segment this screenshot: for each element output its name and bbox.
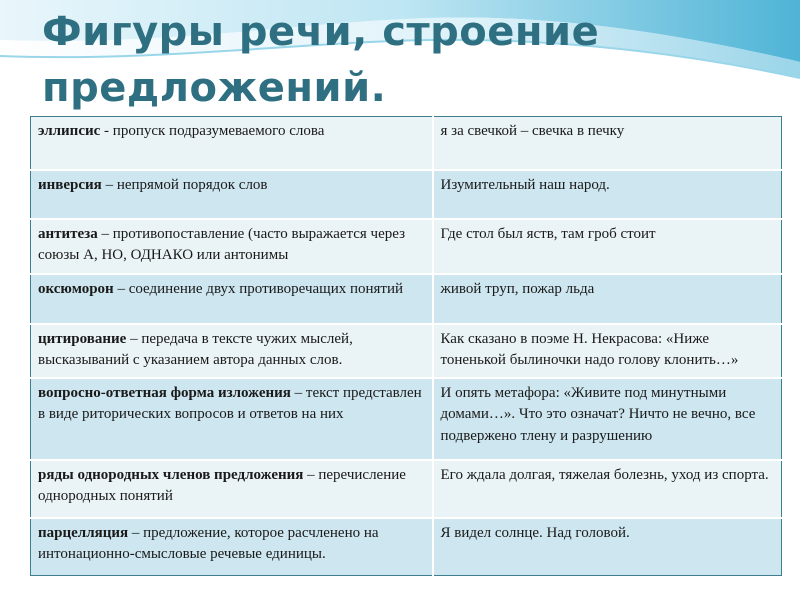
table-row	[31, 324, 782, 378]
definition-cell	[31, 274, 433, 324]
table-row	[31, 518, 782, 576]
term: ряды однородных членов предложения	[38, 466, 304, 483]
table-row	[31, 378, 782, 460]
term: цитирование	[38, 330, 127, 347]
example-cell: Изумительный наш народ.	[433, 170, 782, 219]
term: антитеза	[38, 225, 98, 242]
table-row	[31, 117, 782, 170]
definition-cell	[31, 460, 433, 518]
example-cell: Где стол был яств, там гроб стоит	[433, 219, 782, 274]
definition: - пропуск подразумеваемого слова	[100, 123, 325, 139]
term: инверсия	[38, 176, 102, 193]
definition: – текст представлен в виде риторических вопросов и ответов на них	[38, 384, 422, 422]
definition-cell	[31, 324, 433, 378]
figures-of-speech-table	[30, 116, 782, 576]
table-row	[31, 170, 782, 219]
example-cell: живой труп, пожар льда	[433, 274, 782, 324]
example-cell: Я видел солнце. Над головой.	[433, 518, 782, 576]
definition-cell	[31, 518, 433, 576]
definition-cell	[31, 378, 433, 460]
table-row	[31, 460, 782, 518]
example-cell: я за свечкой – свечка в печку	[433, 117, 782, 170]
definition: – передача в тексте чужих мыслей, высказываний с указанием автора данных слов.	[38, 330, 353, 368]
table-row	[31, 219, 782, 274]
definition: – предложение, которое расчленено на интонационно-смысловые речевые единицы.	[38, 524, 379, 562]
definition: – перечисление однородных понятий	[38, 466, 406, 504]
term: оксюморон	[38, 280, 114, 297]
definition-cell	[31, 219, 433, 274]
term: эллипсис	[38, 123, 101, 139]
definition: – непрямой порядок слов	[101, 176, 268, 193]
slide-title: Фигуры речи, строение предложений.	[42, 9, 600, 111]
definition-cell	[31, 170, 433, 219]
definition: – противопоставление (часто выражается через союзы А, НО, ОДНАКО или антонимы	[38, 225, 406, 263]
table-row	[31, 274, 782, 324]
definition: – соединение двух противоречащих понятий	[113, 280, 404, 297]
example-cell: Как сказано в поэме Н. Некрасова: «Ниже тоненькой былиночки надо голову клонить…»	[433, 324, 782, 378]
example-cell: И опять метафора: «Живите под минутными домами…». Что это означат? Ничто не вечно, все подвержено тлену и разрушению	[433, 378, 782, 460]
term: парцелляция	[38, 524, 129, 541]
definition-cell	[31, 117, 433, 170]
term: вопросно-ответная форма изложения	[38, 384, 291, 401]
example-cell: Его ждала долгая, тяжелая болезнь, уход из спорта.	[433, 460, 782, 518]
